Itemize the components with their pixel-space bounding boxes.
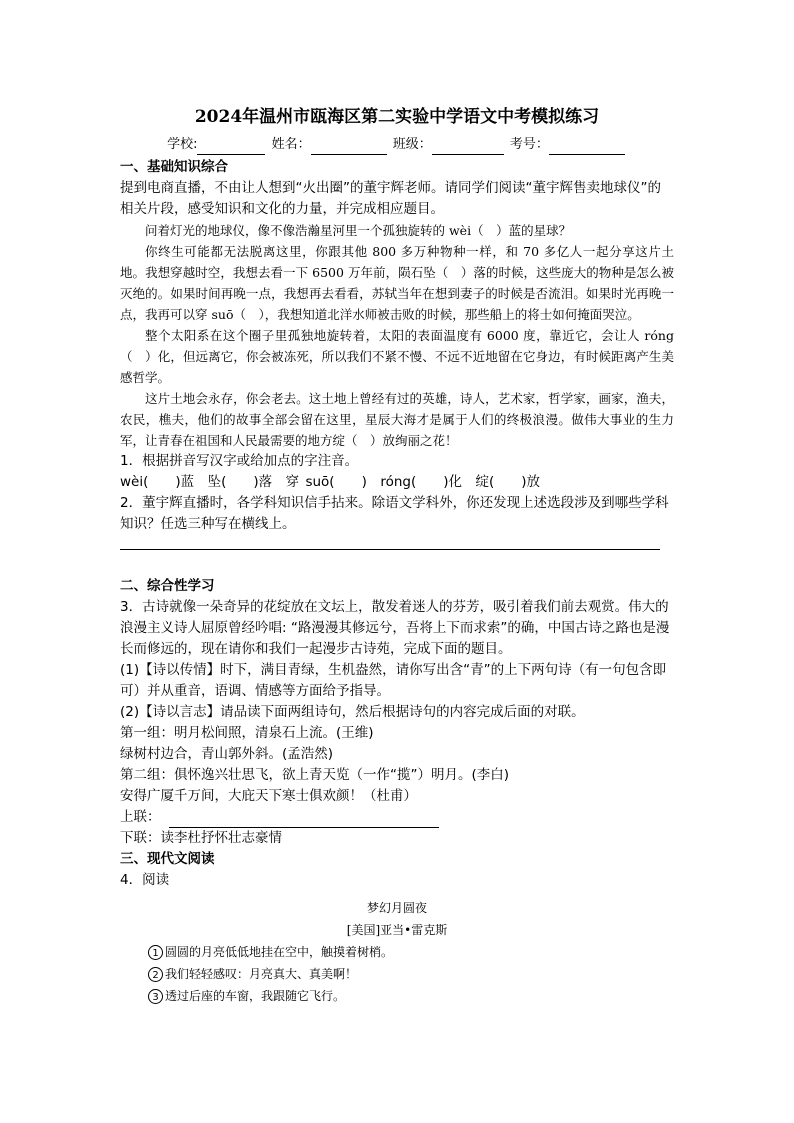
poem-line-text: 我们轻轻感叹：月亮真大、真美啊！ [165,967,358,981]
poem-line [120,963,674,985]
student-info-row [120,134,674,155]
school-blank[interactable] [197,138,265,155]
circled-number: 2 [148,967,163,982]
poem-line-text: 透过后座的车窗，我跟随它飞行。 [165,989,346,1003]
couplet-lower: 下联：读李杜抒怀壮志豪情 [120,830,282,846]
couplet-upper-label: 上联： [120,809,161,825]
poem-group-1-line-2: 绿树村边合，青山郭外斜。(孟浩然) [120,746,334,762]
class-label: 班级： [392,137,432,152]
question-1-items: wèi( )蓝 坠( )落 穿 suō( ) róng( )化 绽( )放 [120,474,541,490]
poem-group-2-line-1: 第二组：俱怀逸兴壮思飞，欲上青天览（一作“揽”）明月。(李白) [120,767,510,783]
name-blank[interactable] [311,138,387,155]
section-integrated-learning [120,576,674,849]
school-label: 学校: [167,137,198,152]
passage-paragraph: 你终生可能都无法脱离这里，你跟其他 800 多万种物种一样，和 70 多亿人一起分享这片土地。我想穿越时空，我想去看一下 6500 万年前，陨石坠（ ）落的时候，这些庞大的物种是怎么被灭绝的。如果时间再晚一点，我想再去看看，苏轼当年在想到妻子的时候是否流泪。如果时光再晚一点，我再可以穿 suō（ ），我想知道北洋水师被击败的时候，那些船上的将士如何掩面哭泣。 [120,244,674,322]
question-1: 1．根据拼音写汉字或给加点的字注音。 [120,453,359,469]
exam-no-blank[interactable] [549,138,625,155]
section-heading: 三、现代文阅读 [120,851,215,867]
poem-line [120,941,674,963]
couplet-upper [120,807,674,828]
poem-line-text: 圆圆的月亮低低地挂在空中，触摸着树梢。 [165,945,394,959]
question-4: 4．阅读 [120,872,170,888]
poem-line [120,985,674,1007]
section-basic-knowledge [120,157,674,550]
question-3-sub-2: (2)【诗以言志】请品读下面两组诗句，然后根据诗句的内容完成后面的对联。 [120,704,585,720]
passage-paragraph: 这片土地会永存，你会老去。这土地上曾经有过的英雄，诗人，艺术家，哲学家，画家，渔夫，农民，樵夫，他们的故事全部会留在这里，星辰大海才是属于人们的终极浪漫。做伟大事业的生力军，让青春在祖国和人民最需要的地方绽（ ）放绚丽之花！ [120,391,674,448]
passage-paragraph: 问着灯光的地球仪，像不像浩瀚星河里一个孤独旋转的 wèi（ ）蓝的星球？ [145,223,572,238]
poem-author: [美国]亚当•雷克斯 [346,923,448,937]
class-blank[interactable] [432,138,504,155]
section-modern-reading [120,849,674,1007]
question-3: 3．古诗就像一朵奇异的花绽放在文坛上，散发着迷人的芬芳，吸引着我们前去观赏。伟大的浪漫主义诗人屈原曾经吟唱: “路漫漫其修远兮，吾将上下而求索”的确，中国古诗之路也是漫长而修远的，现在请你和我们一起漫步古诗苑，完成下面的题目。 [120,599,670,657]
section-intro: 提到电商直播，不由让人想到“火出圈”的董宇辉老师。请同学们阅读“董宇辉售卖地球仪”的相关片段，感受知识和文化的力量，并完成相应题目。 [120,180,661,217]
question-3-sub-1: (1)【诗以传情】时下，满目青绿，生机盎然，请你写出含“青”的上下两句诗（有一句包含即可）并从重音，语调、情感等方面给予指导。 [120,662,667,699]
couplet-upper-blank[interactable] [169,812,439,828]
poem-group-2-line-2: 安得广厦千万间，大庇天下寒士俱欢颜！（杜甫） [120,788,417,804]
question-2: 2．董宇辉直播时，各学科知识信手拈来。除语文学科外，你还发现上述选段涉及到哪些学科知识？任选三种写在横线上。 [120,495,669,532]
circled-number: 1 [148,945,163,960]
exam-no-label: 考号： [509,137,549,152]
poem-group-1-line-1: 第一组：明月松间照，清泉石上流。(王维) [120,725,374,741]
section-heading: 二、综合性学习 [120,578,215,594]
circled-number: 3 [148,989,163,1004]
page-title: 2024年温州市瓯海区第二实验中学语文中考模拟练习 [194,107,600,127]
passage-paragraph: 整个太阳系在这个圈子里孤独地旋转着，太阳的表面温度有 6000 度，靠近它，会让人 róng（ ）化，但远离它，你会被冻死，所以我们不紧不慢、不远不近地留在它身边，有时候距离产生美感哲学。 [120,328,674,385]
name-label: 姓名： [271,137,311,152]
answer-line[interactable] [120,537,660,550]
section-heading: 一、基础知识综合 [120,159,228,175]
poem-title: 梦幻月圆夜 [366,901,427,915]
